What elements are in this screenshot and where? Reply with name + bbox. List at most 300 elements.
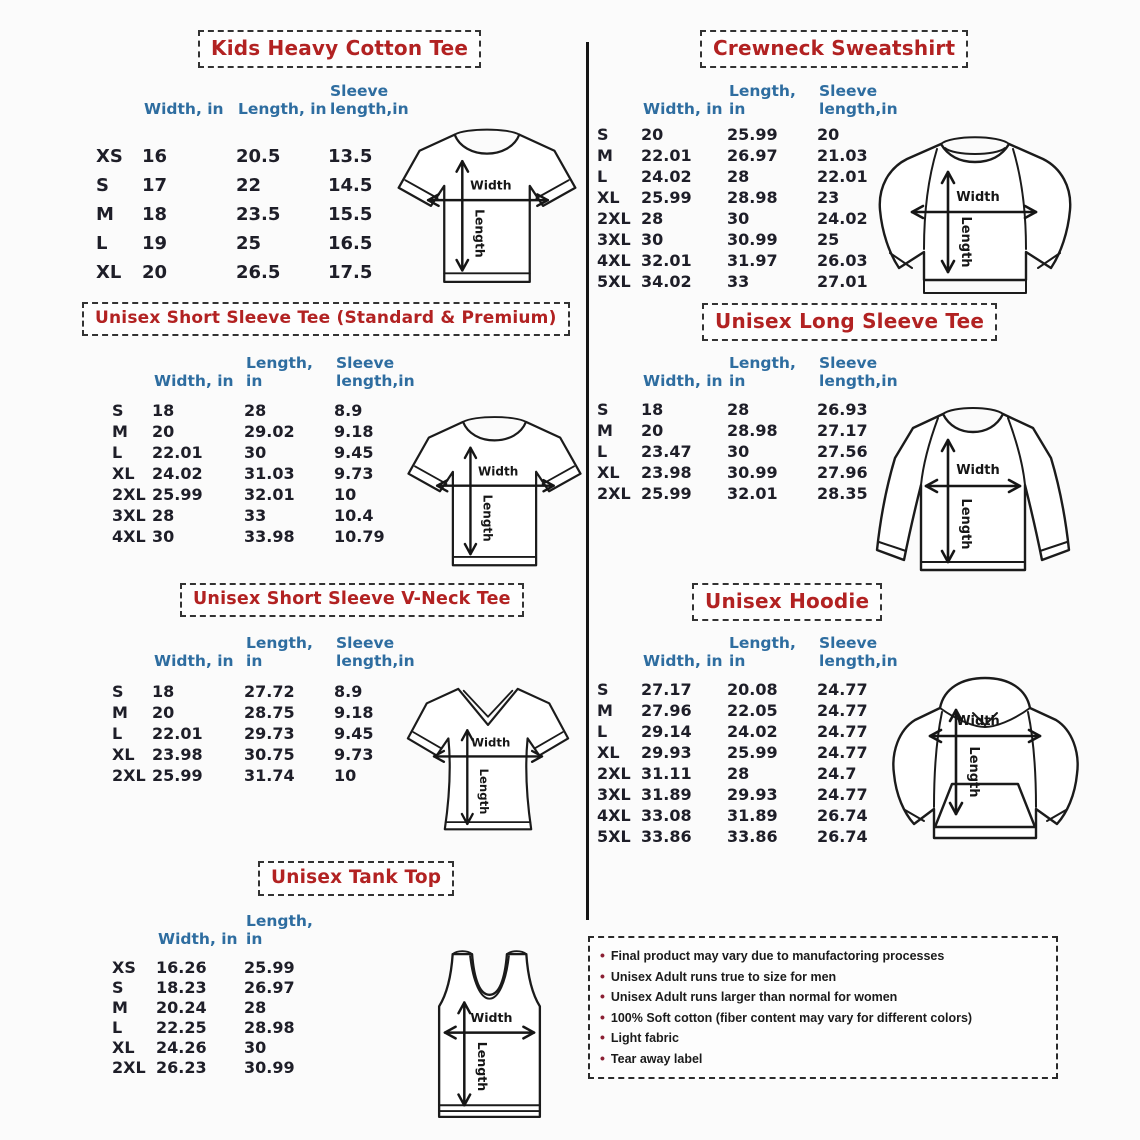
size-cell: XL bbox=[112, 1038, 135, 1057]
size-cell: S bbox=[112, 682, 124, 701]
note-item bbox=[600, 1008, 1046, 1029]
table-row bbox=[597, 124, 897, 145]
hoodie-table bbox=[597, 630, 897, 847]
length-cell: 28 bbox=[244, 401, 267, 420]
width-cell: 24.02 bbox=[152, 464, 203, 483]
table-row bbox=[597, 742, 897, 763]
sleeve-cell: 16.5 bbox=[328, 233, 373, 254]
note-text: Unisex Adult runs true to size for men bbox=[610, 969, 837, 984]
sleeve-cell: 24.02 bbox=[817, 209, 868, 228]
sleeve-cell: 8.9 bbox=[334, 401, 363, 420]
width-column-header: Width, in bbox=[154, 372, 234, 390]
tank-top-table bbox=[112, 908, 334, 1078]
length-cell: 30.99 bbox=[727, 230, 778, 249]
sleeve-cell: 24.77 bbox=[817, 701, 868, 720]
sleeve-cell: 27.01 bbox=[817, 272, 868, 291]
table-row bbox=[112, 1058, 334, 1078]
size-cell: XL bbox=[597, 743, 620, 762]
table-row bbox=[597, 784, 897, 805]
width-cell: 18.23 bbox=[156, 978, 207, 997]
sleeve-column-header: Sleeve length,in bbox=[336, 354, 415, 390]
sleeve-cell: 14.5 bbox=[328, 175, 373, 196]
size-cell: M bbox=[597, 146, 613, 165]
length-cell: 20.08 bbox=[727, 680, 778, 699]
sleeve-cell: 10.79 bbox=[334, 527, 385, 546]
length-cell: 25.99 bbox=[727, 125, 778, 144]
note-item bbox=[600, 967, 1046, 988]
table-header-row bbox=[112, 350, 414, 390]
width-cell: 16 bbox=[142, 146, 168, 167]
table-header-row bbox=[112, 908, 334, 948]
size-cell: XL bbox=[597, 463, 620, 482]
length-cell: 27.72 bbox=[244, 682, 295, 701]
width-cell: 31.89 bbox=[641, 785, 692, 804]
note-item bbox=[600, 1028, 1046, 1049]
table-row bbox=[112, 765, 414, 786]
table-row bbox=[112, 484, 414, 505]
sleeve-cell: 9.45 bbox=[334, 724, 374, 743]
width-cell: 30 bbox=[152, 527, 175, 546]
width-cell: 20 bbox=[641, 125, 664, 144]
table-row bbox=[597, 145, 897, 166]
length-cell: 28.98 bbox=[244, 1018, 295, 1037]
sleeve-column-header: Sleeve length,in bbox=[336, 634, 415, 670]
width-cell: 20 bbox=[152, 422, 175, 441]
width-arrow-label: Width bbox=[956, 714, 1000, 729]
bullet-icon: • bbox=[600, 967, 605, 984]
sleeve-column-header: Sleeve length,in bbox=[819, 82, 898, 118]
length-cell: 30 bbox=[244, 443, 267, 462]
table-row bbox=[112, 958, 334, 978]
hoodie-diagram-icon bbox=[878, 666, 1093, 861]
table-row bbox=[96, 142, 410, 171]
width-cell: 22.01 bbox=[641, 146, 692, 165]
size-cell: S bbox=[112, 978, 124, 997]
length-cell: 26.97 bbox=[244, 978, 295, 997]
table-row bbox=[597, 399, 897, 420]
length-cell: 32.01 bbox=[244, 485, 295, 504]
section-title-unisex-vneck-tee: Unisex Short Sleeve V-Neck Tee bbox=[180, 583, 524, 617]
width-cell: 20 bbox=[142, 262, 168, 283]
length-cell: 28 bbox=[244, 998, 267, 1017]
width-cell: 25.99 bbox=[152, 766, 203, 785]
length-column-header: Length, in bbox=[729, 354, 796, 390]
length-cell: 30 bbox=[727, 209, 750, 228]
length-cell: 30.99 bbox=[727, 463, 778, 482]
sleeve-cell: 9.18 bbox=[334, 703, 374, 722]
sleeve-cell: 24.77 bbox=[817, 785, 868, 804]
width-arrow-label: Width bbox=[478, 464, 519, 479]
width-cell: 28 bbox=[152, 506, 175, 525]
sleeve-cell: 9.73 bbox=[334, 464, 374, 483]
vneck-tee-diagram-icon bbox=[398, 658, 578, 853]
width-cell: 26.23 bbox=[156, 1058, 207, 1077]
width-cell: 28 bbox=[641, 209, 664, 228]
size-cell: L bbox=[112, 443, 123, 462]
table-row bbox=[96, 229, 410, 258]
length-column-header: Length, in bbox=[246, 912, 313, 948]
sleeve-cell: 13.5 bbox=[328, 146, 373, 167]
sleeve-column-header: Sleeve length,in bbox=[330, 82, 409, 118]
table-row bbox=[597, 462, 897, 483]
table-row bbox=[597, 441, 897, 462]
vneck-tee-table bbox=[112, 630, 414, 786]
width-cell: 29.93 bbox=[641, 743, 692, 762]
width-cell: 24.02 bbox=[641, 167, 692, 186]
width-cell: 18 bbox=[152, 682, 175, 701]
size-cell: M bbox=[597, 701, 613, 720]
width-cell: 25.99 bbox=[641, 484, 692, 503]
length-cell: 26.97 bbox=[727, 146, 778, 165]
sleeve-cell: 27.17 bbox=[817, 421, 868, 440]
sleeve-cell: 28.35 bbox=[817, 484, 868, 503]
sleeve-cell: 10 bbox=[334, 766, 357, 785]
width-cell: 33.08 bbox=[641, 806, 692, 825]
width-cell: 22.01 bbox=[152, 443, 203, 462]
width-column-header: Width, in bbox=[643, 652, 723, 670]
note-item bbox=[600, 946, 1046, 967]
table-row bbox=[112, 978, 334, 998]
length-cell: 22 bbox=[236, 175, 262, 196]
size-cell: L bbox=[96, 233, 108, 254]
width-cell: 16.26 bbox=[156, 958, 207, 977]
size-cell: XL bbox=[112, 745, 135, 764]
width-cell: 34.02 bbox=[641, 272, 692, 291]
note-text: Light fabric bbox=[610, 1031, 679, 1045]
length-column-header: Length, in bbox=[729, 82, 796, 118]
table-row bbox=[112, 463, 414, 484]
table-row bbox=[597, 826, 897, 847]
table-body bbox=[597, 399, 897, 504]
length-cell: 30.99 bbox=[244, 1058, 295, 1077]
sleeve-cell: 24.77 bbox=[817, 722, 868, 741]
table-row bbox=[597, 679, 897, 700]
length-cell: 29.93 bbox=[727, 785, 778, 804]
bullet-icon: • bbox=[600, 1008, 605, 1025]
width-cell: 20.24 bbox=[156, 998, 207, 1017]
table-row bbox=[96, 258, 410, 287]
width-cell: 20 bbox=[152, 703, 175, 722]
length-cell: 24.02 bbox=[727, 722, 778, 741]
table-row bbox=[597, 250, 897, 271]
table-row bbox=[112, 442, 414, 463]
size-cell: 4XL bbox=[597, 251, 631, 270]
width-cell: 25.99 bbox=[152, 485, 203, 504]
size-cell: M bbox=[112, 422, 128, 441]
size-cell: 5XL bbox=[597, 272, 631, 291]
table-row bbox=[597, 420, 897, 441]
length-cell: 28.98 bbox=[727, 188, 778, 207]
width-cell: 29.14 bbox=[641, 722, 692, 741]
table-row bbox=[597, 763, 897, 784]
sleeve-cell: 15.5 bbox=[328, 204, 373, 225]
size-cell: 2XL bbox=[597, 764, 631, 783]
width-cell: 18 bbox=[152, 401, 175, 420]
sleeve-cell: 24.7 bbox=[817, 764, 857, 783]
table-row bbox=[96, 200, 410, 229]
table-header-row bbox=[597, 78, 897, 118]
length-cell: 25.99 bbox=[244, 958, 295, 977]
table-body bbox=[112, 958, 334, 1078]
table-row bbox=[597, 721, 897, 742]
sleeve-cell: 23 bbox=[817, 188, 840, 207]
length-cell: 29.73 bbox=[244, 724, 295, 743]
sleeve-cell: 20 bbox=[817, 125, 840, 144]
width-cell: 23.98 bbox=[641, 463, 692, 482]
table-row bbox=[112, 723, 414, 744]
length-arrow-label: Length bbox=[474, 1041, 490, 1092]
width-cell: 30 bbox=[641, 230, 664, 249]
size-cell: 5XL bbox=[597, 827, 631, 846]
width-cell: 27.96 bbox=[641, 701, 692, 720]
width-cell: 22.01 bbox=[152, 724, 203, 743]
size-cell: M bbox=[96, 204, 114, 225]
table-header-row bbox=[597, 630, 897, 670]
bullet-icon: • bbox=[600, 1049, 605, 1066]
size-cell: S bbox=[112, 401, 124, 420]
size-cell: 3XL bbox=[112, 506, 146, 525]
table-row bbox=[597, 483, 897, 504]
length-cell: 31.03 bbox=[244, 464, 295, 483]
sweatshirt-diagram-icon bbox=[868, 122, 1083, 307]
sleeve-cell: 24.77 bbox=[817, 680, 868, 699]
size-cell: XL bbox=[597, 188, 620, 207]
section-title-unisex-long-sleeve-tee: Unisex Long Sleeve Tee bbox=[702, 303, 997, 341]
table-row bbox=[597, 271, 897, 292]
table-row bbox=[112, 681, 414, 702]
sleeve-cell: 17.5 bbox=[328, 262, 373, 283]
width-cell: 22.25 bbox=[156, 1018, 207, 1037]
size-cell: S bbox=[597, 125, 609, 144]
width-cell: 23.47 bbox=[641, 442, 692, 461]
tank-top-diagram-icon bbox=[412, 940, 567, 1130]
sleeve-cell: 22.01 bbox=[817, 167, 868, 186]
note-item bbox=[600, 987, 1046, 1008]
length-arrow-label: Length bbox=[476, 768, 491, 815]
length-column-header: Length, in bbox=[238, 100, 327, 118]
size-cell: XS bbox=[112, 958, 136, 977]
length-cell: 29.02 bbox=[244, 422, 295, 441]
size-cell: S bbox=[96, 175, 109, 196]
table-row bbox=[112, 1018, 334, 1038]
table-row bbox=[112, 998, 334, 1018]
table-body bbox=[597, 679, 897, 847]
sleeve-cell: 21.03 bbox=[817, 146, 868, 165]
sleeve-cell: 25 bbox=[817, 230, 840, 249]
width-cell: 32.01 bbox=[641, 251, 692, 270]
width-cell: 24.26 bbox=[156, 1038, 207, 1057]
table-row bbox=[597, 208, 897, 229]
width-cell: 20 bbox=[641, 421, 664, 440]
table-header-row bbox=[96, 78, 410, 118]
width-cell: 23.98 bbox=[152, 745, 203, 764]
width-column-header: Width, in bbox=[643, 100, 723, 118]
table-row bbox=[112, 702, 414, 723]
sleeve-cell: 8.9 bbox=[334, 682, 363, 701]
width-arrow-label: Width bbox=[471, 735, 511, 750]
section-title-unisex-tank-top: Unisex Tank Top bbox=[258, 861, 454, 896]
section-title-unisex-hoodie: Unisex Hoodie bbox=[692, 583, 882, 621]
length-cell: 28 bbox=[727, 167, 750, 186]
width-arrow-label: Width bbox=[470, 178, 512, 193]
table-row bbox=[112, 400, 414, 421]
length-cell: 22.05 bbox=[727, 701, 778, 720]
sleeve-cell: 10 bbox=[334, 485, 357, 504]
length-cell: 28.75 bbox=[244, 703, 295, 722]
size-cell: M bbox=[597, 421, 613, 440]
bullet-icon: • bbox=[600, 947, 605, 963]
sleeve-cell: 24.77 bbox=[817, 743, 868, 762]
section-title-crewneck-sweatshirt: Crewneck Sweatshirt bbox=[700, 30, 968, 68]
sleeve-cell: 9.45 bbox=[334, 443, 374, 462]
size-cell: 4XL bbox=[597, 806, 631, 825]
width-cell: 33.86 bbox=[641, 827, 692, 846]
note-item bbox=[600, 1049, 1046, 1070]
length-cell: 20.5 bbox=[236, 146, 281, 167]
table-row bbox=[597, 229, 897, 250]
length-cell: 28.98 bbox=[727, 421, 778, 440]
size-cell: 2XL bbox=[112, 485, 146, 504]
section-title-kids-heavy-cotton-tee: Kids Heavy Cotton Tee bbox=[198, 30, 481, 68]
section-title-unisex-short-sleeve-tee: Unisex Short Sleeve Tee (Standard & Premium) bbox=[82, 302, 570, 336]
size-cell: 3XL bbox=[597, 230, 631, 249]
note-text: Final product may vary due to manufactoring processes bbox=[610, 949, 945, 963]
size-cell: M bbox=[112, 703, 128, 722]
size-cell: 4XL bbox=[112, 527, 146, 546]
size-cell: XL bbox=[112, 464, 135, 483]
bullet-icon: • bbox=[600, 1029, 605, 1045]
length-arrow-label: Length bbox=[966, 746, 981, 798]
table-row bbox=[112, 1038, 334, 1058]
size-cell: L bbox=[112, 1018, 123, 1037]
length-cell: 30.75 bbox=[244, 745, 295, 764]
size-cell: L bbox=[597, 167, 608, 186]
size-cell: L bbox=[112, 724, 123, 743]
length-arrow-label: Length bbox=[472, 209, 487, 258]
size-cell: S bbox=[597, 400, 609, 419]
note-text: 100% Soft cotton (fiber content may vary for different colors) bbox=[610, 1010, 973, 1025]
table-row bbox=[112, 421, 414, 442]
length-cell: 31.89 bbox=[727, 806, 778, 825]
width-cell: 18 bbox=[641, 400, 664, 419]
length-cell: 25 bbox=[236, 233, 262, 254]
size-cell: L bbox=[597, 442, 608, 461]
table-row bbox=[597, 187, 897, 208]
table-row bbox=[112, 744, 414, 765]
table-body bbox=[96, 142, 410, 287]
length-cell: 31.97 bbox=[727, 251, 778, 270]
sleeve-cell: 26.03 bbox=[817, 251, 868, 270]
length-column-header: Length, in bbox=[729, 634, 796, 670]
length-cell: 30 bbox=[244, 1038, 267, 1057]
size-cell: XS bbox=[96, 146, 123, 167]
length-cell: 23.5 bbox=[236, 204, 281, 225]
size-cell: 2XL bbox=[597, 484, 631, 503]
width-cell: 25.99 bbox=[641, 188, 692, 207]
tshirt-diagram-icon bbox=[402, 396, 587, 581]
length-arrow-label: Length bbox=[958, 216, 973, 268]
width-arrow-label: Width bbox=[956, 463, 1000, 478]
size-cell: 2XL bbox=[112, 766, 146, 785]
kids-tee-table bbox=[96, 78, 410, 287]
sleeve-cell: 26.74 bbox=[817, 827, 868, 846]
length-cell: 30 bbox=[727, 442, 750, 461]
table-body bbox=[112, 681, 414, 786]
width-column-header: Width, in bbox=[158, 930, 238, 948]
length-cell: 28 bbox=[727, 400, 750, 419]
length-arrow-label: Length bbox=[480, 494, 495, 542]
size-cell: 2XL bbox=[597, 209, 631, 228]
length-cell: 33 bbox=[244, 506, 267, 525]
tshirt-diagram-icon bbox=[392, 108, 582, 298]
sleeve-cell: 26.74 bbox=[817, 806, 868, 825]
size-cell: S bbox=[597, 680, 609, 699]
width-cell: 17 bbox=[142, 175, 168, 196]
width-column-header: Width, in bbox=[643, 372, 723, 390]
length-column-header: Length, in bbox=[246, 634, 313, 670]
width-column-header: Width, in bbox=[154, 652, 234, 670]
length-cell: 26.5 bbox=[236, 262, 281, 283]
length-cell: 33.98 bbox=[244, 527, 295, 546]
length-cell: 28 bbox=[727, 764, 750, 783]
short-sleeve-tee-table bbox=[112, 350, 414, 547]
length-cell: 33.86 bbox=[727, 827, 778, 846]
width-arrow-label: Width bbox=[470, 1009, 513, 1025]
table-row bbox=[597, 166, 897, 187]
long-sleeve-tee-table bbox=[597, 350, 897, 504]
product-notes-box bbox=[588, 936, 1058, 1079]
table-body bbox=[112, 400, 414, 547]
sleeve-cell: 27.56 bbox=[817, 442, 868, 461]
sleeve-cell: 9.73 bbox=[334, 745, 374, 764]
table-header-row bbox=[112, 630, 414, 670]
sleeve-cell: 26.93 bbox=[817, 400, 868, 419]
size-cell: 2XL bbox=[112, 1058, 146, 1077]
table-row bbox=[96, 171, 410, 200]
width-cell: 27.17 bbox=[641, 680, 692, 699]
size-cell: L bbox=[597, 722, 608, 741]
long-sleeve-tee-diagram-icon bbox=[858, 390, 1088, 580]
note-text: Tear away label bbox=[610, 1051, 703, 1066]
width-cell: 18 bbox=[142, 204, 168, 225]
length-cell: 31.74 bbox=[244, 766, 295, 785]
length-column-header: Length, in bbox=[246, 354, 313, 390]
length-cell: 32.01 bbox=[727, 484, 778, 503]
bullet-icon: • bbox=[600, 988, 605, 1004]
sleeve-cell: 27.96 bbox=[817, 463, 868, 482]
crewneck-table bbox=[597, 78, 897, 292]
table-row bbox=[597, 700, 897, 721]
note-text: Unisex Adult runs larger than normal for women bbox=[610, 990, 898, 1004]
sleeve-cell: 10.4 bbox=[334, 506, 374, 525]
width-cell: 19 bbox=[142, 233, 168, 254]
length-cell: 25.99 bbox=[727, 743, 778, 762]
sleeve-column-header: Sleeve length,in bbox=[819, 354, 898, 390]
length-cell: 33 bbox=[727, 272, 750, 291]
sleeve-column-header: Sleeve length,in bbox=[819, 634, 898, 670]
sleeve-cell: 9.18 bbox=[334, 422, 374, 441]
table-row bbox=[597, 805, 897, 826]
table-body bbox=[597, 124, 897, 292]
length-arrow-label: Length bbox=[958, 498, 973, 550]
size-cell: M bbox=[112, 998, 128, 1017]
width-cell: 31.11 bbox=[641, 764, 692, 783]
width-column-header: Width, in bbox=[144, 100, 224, 118]
width-arrow-label: Width bbox=[956, 190, 1000, 205]
size-cell: 3XL bbox=[597, 785, 631, 804]
table-row bbox=[112, 526, 414, 547]
table-row bbox=[112, 505, 414, 526]
